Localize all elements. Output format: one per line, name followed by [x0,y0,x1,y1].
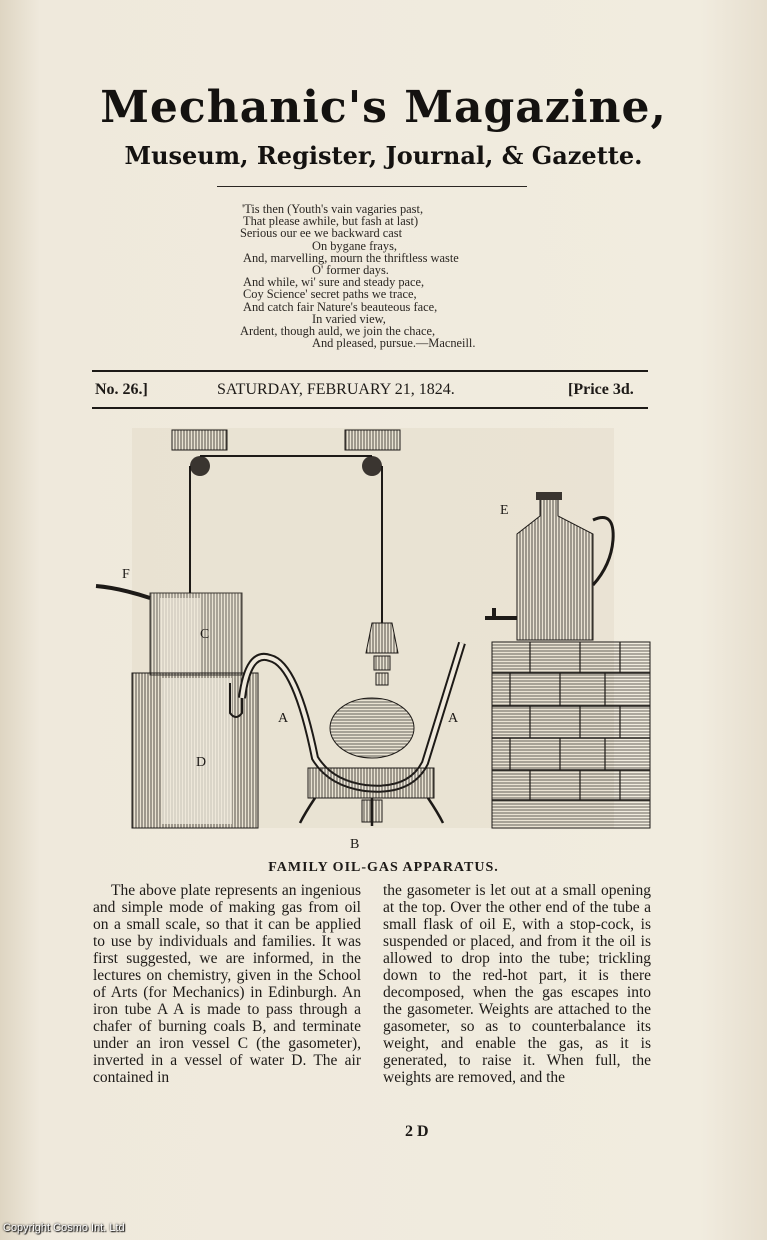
issue-rule-top [92,370,648,372]
gasometer-c [96,586,242,675]
signature-mark: 2 D [405,1123,429,1140]
magazine-title: Mechanic's Magazine, [100,82,667,133]
article-text-right: the gasometer is let out at a small opening at the top. Over the other end of the tube a small flask of oil E, with a stop-cock, is suspended or placed, and from it the oil is allowed to drop into the tube; trickling down to the red-hot part, it is there decomposed, when the gas escapes into the gasometer. Weights are attached to the gasometer, so as to counterbalance its weight, and enable the gas, as it is generated, to raise it. When full, the weights are removed, and the [383,882,651,1086]
figure-caption: FAMILY OIL-GAS APPARATUS. [268,860,499,875]
issue-rule-bottom [92,407,648,409]
masthead-divider [217,186,527,187]
issue-price: [Price 3d. [568,381,634,398]
poem-line: 'Tis then (Youth's vain vagaries past, [242,202,424,216]
label-e: E [500,503,509,518]
poem-line: Ardent, though auld, we join the chace, [240,324,436,339]
poem-line: And catch fair Nature's beauteous face, [243,299,438,314]
issue-date: SATURDAY, FEBRUARY 21, 1824. [217,381,455,398]
poem-line: On bygane frays, [312,238,397,253]
issue-number: No. 26.] [95,381,148,398]
poem-line: And, marvelling, mourn the thriftless waste [243,250,459,265]
label-d: D [196,755,207,770]
oil-gas-apparatus-engraving [90,428,655,853]
label-a-left: A [278,711,289,726]
magazine-subtitle: Museum, Register, Journal, & Gazette. [124,141,643,170]
copyright-watermark: Copyright Cosmo Int. Ltd [3,1222,125,1234]
poem-line: And pleased, pursue.—Macneill. [312,336,476,351]
label-f: F [122,567,130,582]
label-c: C [200,627,210,642]
epigraph-poem [240,203,475,349]
poem-line: That please awhile, but fash at last) [243,214,419,229]
issue-line [95,381,651,401]
poem-line: O' former days. [312,263,389,278]
article-text-left: The above plate represents an ingenious and simple mode of making gas from oil on a small scale, so that it can be applied to use by individuals and families. It was first suggested, we are informed, in the lectures on chemistry, given in the School of Arts (for Mechanics) in Edinburgh. An iron tube A A is made to pass through a chafer of burning coals B, and terminate under an iron vessel C (the gasometer), inverted in a vessel of water D. The air contained in [93,882,361,1086]
poem-line: In varied view, [312,311,386,326]
brick-stand [492,642,650,828]
poem-line: And while, wi' sure and steady pace, [243,275,425,290]
poem-line: Coy Science' secret paths we trace, [243,287,417,302]
masthead [0,82,767,170]
article-column-right [383,882,651,1086]
article-column-left [93,882,361,1086]
label-b: B [350,837,360,852]
poem-line: Serious our ee we backward cast [240,226,403,241]
label-a-right: A [448,711,459,726]
